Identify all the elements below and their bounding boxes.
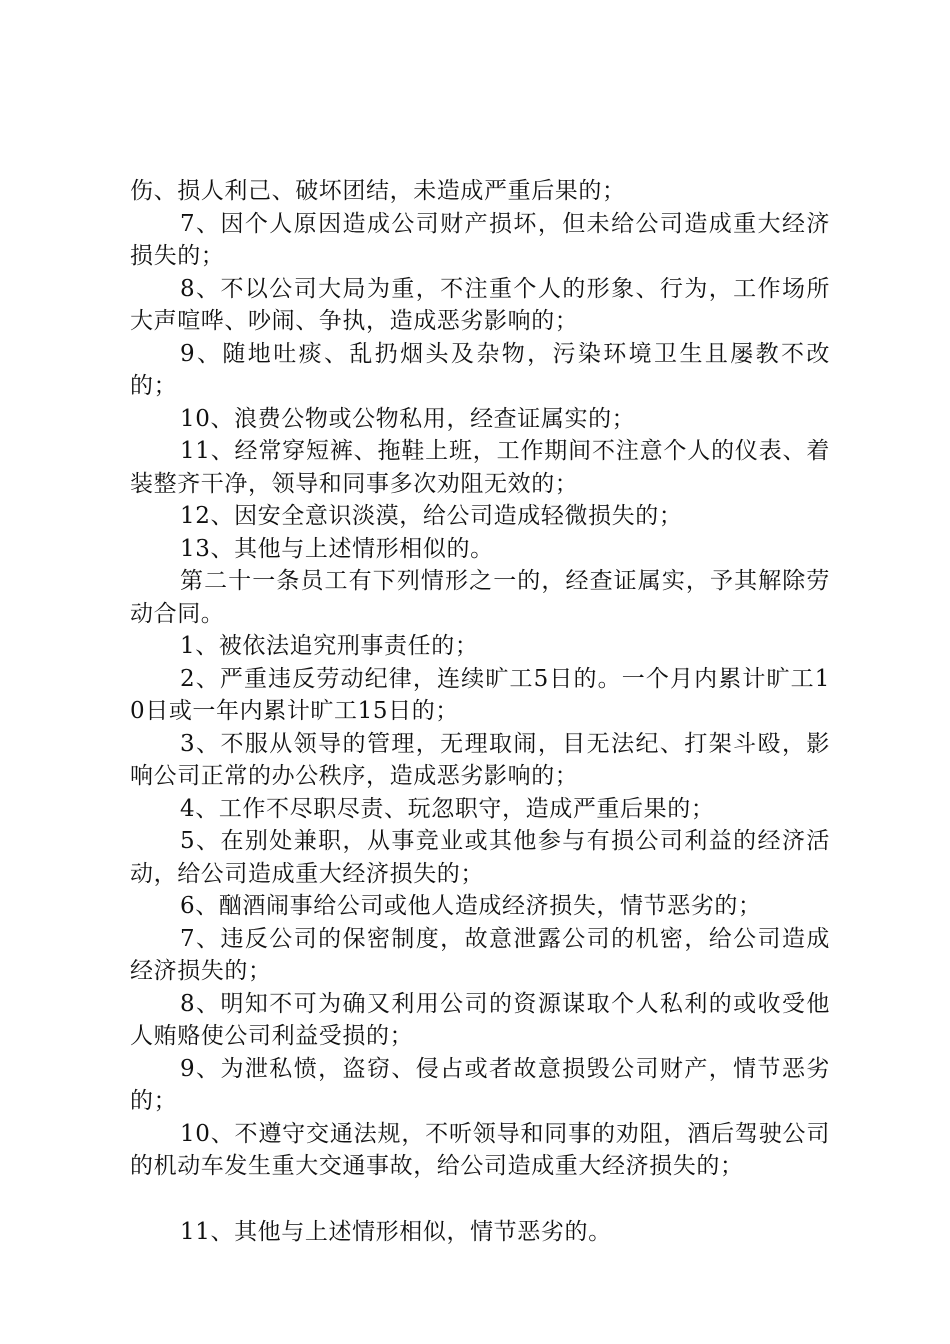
article-21-item-1: 1、被依法追究刑事责任的； <box>180 633 479 659</box>
article-21-item-9: 9、为泄私愤，盗窃、侵占或者故意损毁公司财产，情节恶劣的； <box>130 1055 830 1114</box>
paragraph-item-10: 10、浪费公物或公物私用，经查证属实的； <box>180 405 636 432</box>
article-21-heading: 第二十一条员工有下列情形之一的，经查证属实，予其解除劳动合同。 <box>130 568 830 627</box>
article-21-item-2: 2、严重违反劳动纪律，连续旷工5日的。一个月内累计旷工10日或一年内累计旷工15日的； <box>130 665 830 724</box>
paragraph-item-11: 11、经常穿短裤、拖鞋上班，工作期间不注意个人的仪表、着装整齐干净，领导和同事多次劝阻无效的； <box>130 438 830 497</box>
paragraph-item-9: 9、随地吐痰、乱扔烟头及杂物，污染环境卫生且屡教不改的； <box>130 340 830 399</box>
paragraph-item-7: 7、因个人原因造成公司财产损坏，但未给公司造成重大经济损失的； <box>130 210 830 269</box>
article-21-item-6: 6、酗酒闹事给公司或他人造成经济损失，情节恶劣的； <box>180 893 762 919</box>
article-21-item-11: 11、其他与上述情形相似，情节恶劣的。 <box>180 1218 612 1245</box>
paragraph-item-13: 13、其他与上述情形相似的。 <box>180 535 494 562</box>
article-21-item-4: 4、工作不尽职尽责、玩忽职守，造成严重后果的； <box>180 795 715 822</box>
article-21-item-5: 5、在别处兼职，从事竞业或其他参与有损公司利益的经济活动，给公司造成重大经济损失的； <box>130 828 830 887</box>
paragraph-item-12: 12、因安全意识淡漠，给公司造成轻微损失的； <box>180 503 683 529</box>
paragraph-item-8: 8、不以公司大局为重，不注重个人的形象、行为，工作场所大声喧哗、吵闹、争执，造成恶劣影响的； <box>130 275 830 334</box>
article-21-item-7: 7、违反公司的保密制度，故意泄露公司的机密，给公司造成经济损失的； <box>130 925 830 984</box>
document-body <box>130 175 830 1248</box>
article-21-item-3: 3、不服从领导的管理，无理取闹，目无法纪、打架斗殴，影响公司正常的办公秩序，造成恶劣影响的； <box>130 730 830 789</box>
paragraph-continuation: 伤、损人利己、破坏团结，未造成严重后果的； <box>130 178 626 204</box>
article-21-item-8: 8、明知不可为确又利用公司的资源谋取个人私利的或收受他人贿赂使公司利益受损的； <box>130 990 830 1049</box>
article-21-item-10: 10、不遵守交通法规，不听领导和同事的劝阻，酒后驾驶公司的机动车发生重大交通事故，给公司造成重大经济损失的； <box>130 1120 830 1179</box>
